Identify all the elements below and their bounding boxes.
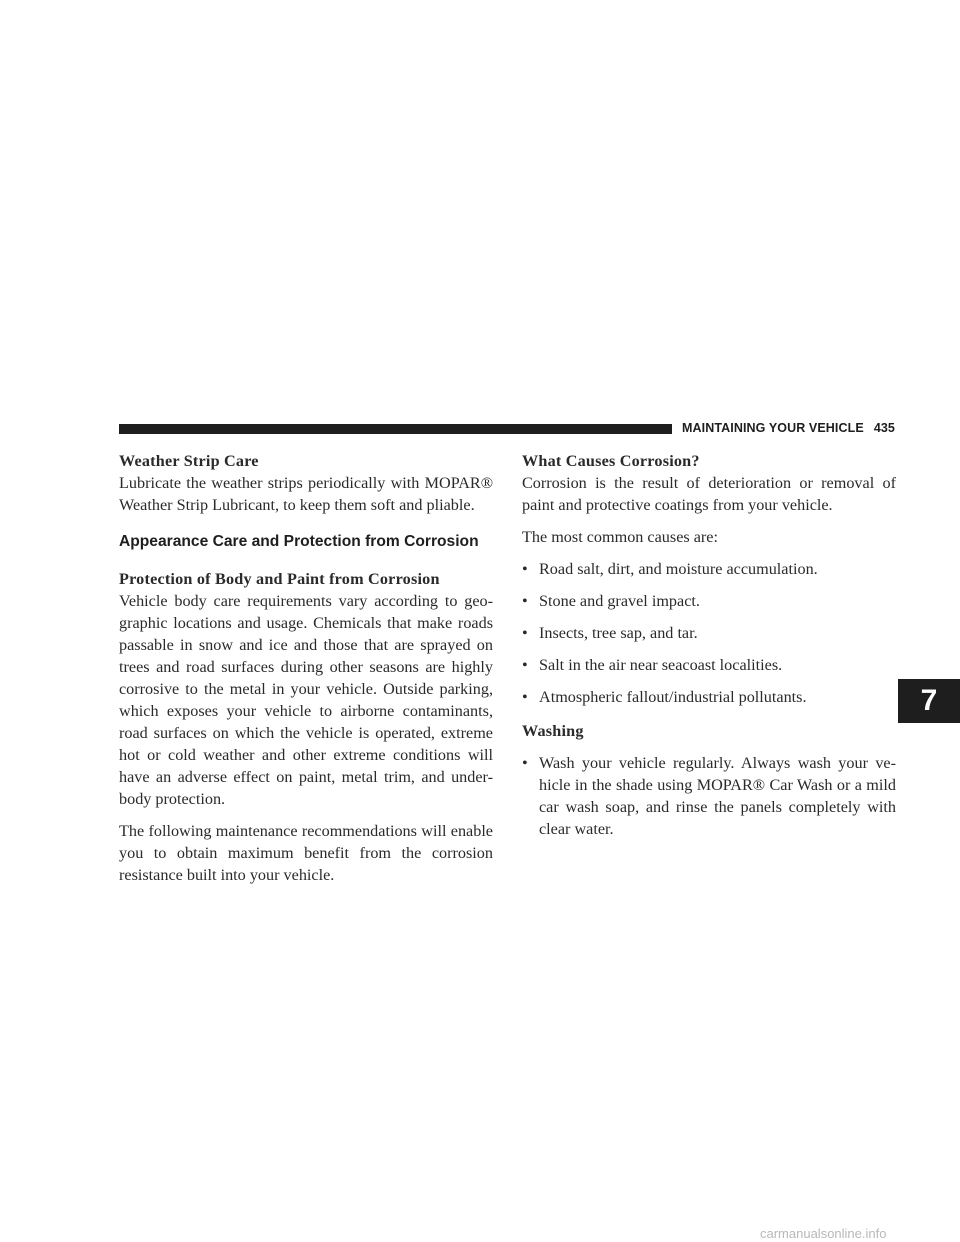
- section-title: MAINTAINING YOUR VEHICLE: [682, 421, 864, 435]
- protection-text: Vehicle body care requirements vary according to geo-graphic locations and usage. Chemicals that make roads passable in snow and ice and those that are sprayed on trees and road surfaces during other seasons are highly corrosive to the metal in your vehicle. Outside parking, which exposes your vehicle to airborne contaminants, road surfaces on which the vehicle is operated, extreme hot or cold weather and other extreme conditions will have an adverse effect on paint, metal trim, and under-body protection.: [119, 592, 493, 808]
- watermark: carmanualsonline.info: [760, 1226, 887, 1241]
- list-item: • Atmospheric fallout/industrial pollutants.: [522, 688, 807, 706]
- appearance-heading: Appearance Care and Protection from Corrosion: [119, 533, 479, 550]
- left-column: [119, 450, 493, 886]
- header-rule: [119, 424, 672, 434]
- weather-strip-title: Weather Strip Care: [119, 452, 259, 470]
- list-item: • Salt in the air near seacoast localities.: [522, 656, 783, 674]
- causes-intro: The most common causes are:: [522, 528, 718, 546]
- page-number: 435: [873, 421, 895, 435]
- bullet-icon: •: [522, 754, 528, 772]
- washing-list: [522, 752, 896, 840]
- list-item: • Wash your vehicle regularly. Always wash your ve-hicle in the shade using MOPAR® Car Wash or a mild car wash soap, and rinse the panels completely with clear water.: [522, 754, 896, 838]
- causes-list: [522, 558, 896, 708]
- weather-strip-text: Lubricate the weather strips periodically with MOPAR® Weather Strip Lubricant, to keep them soft and pliable.: [119, 474, 493, 514]
- list-item: • Insects, tree sap, and tar.: [522, 624, 698, 642]
- list-item: • Stone and gravel impact.: [522, 592, 700, 610]
- right-column: [522, 450, 896, 840]
- bullet-icon: •: [522, 560, 528, 578]
- recommendations-text: The following maintenance recommendations will enable you to obtain maximum benefit from the corrosion resistance built into your vehicle.: [119, 822, 493, 884]
- running-header: [682, 421, 895, 435]
- bullet-icon: •: [522, 624, 528, 642]
- bullet-icon: •: [522, 592, 528, 610]
- washing-title: Washing: [522, 722, 584, 740]
- causes-text: Corrosion is the result of deterioration or removal of paint and protective coatings from your vehicle.: [522, 474, 896, 514]
- causes-title: What Causes Corrosion?: [522, 452, 700, 470]
- bullet-icon: •: [522, 688, 528, 706]
- list-item: • Road salt, dirt, and moisture accumulation.: [522, 560, 818, 578]
- bullet-icon: •: [522, 656, 528, 674]
- protection-title: Protection of Body and Paint from Corrosion: [119, 570, 440, 588]
- chapter-tab: 7: [898, 679, 960, 723]
